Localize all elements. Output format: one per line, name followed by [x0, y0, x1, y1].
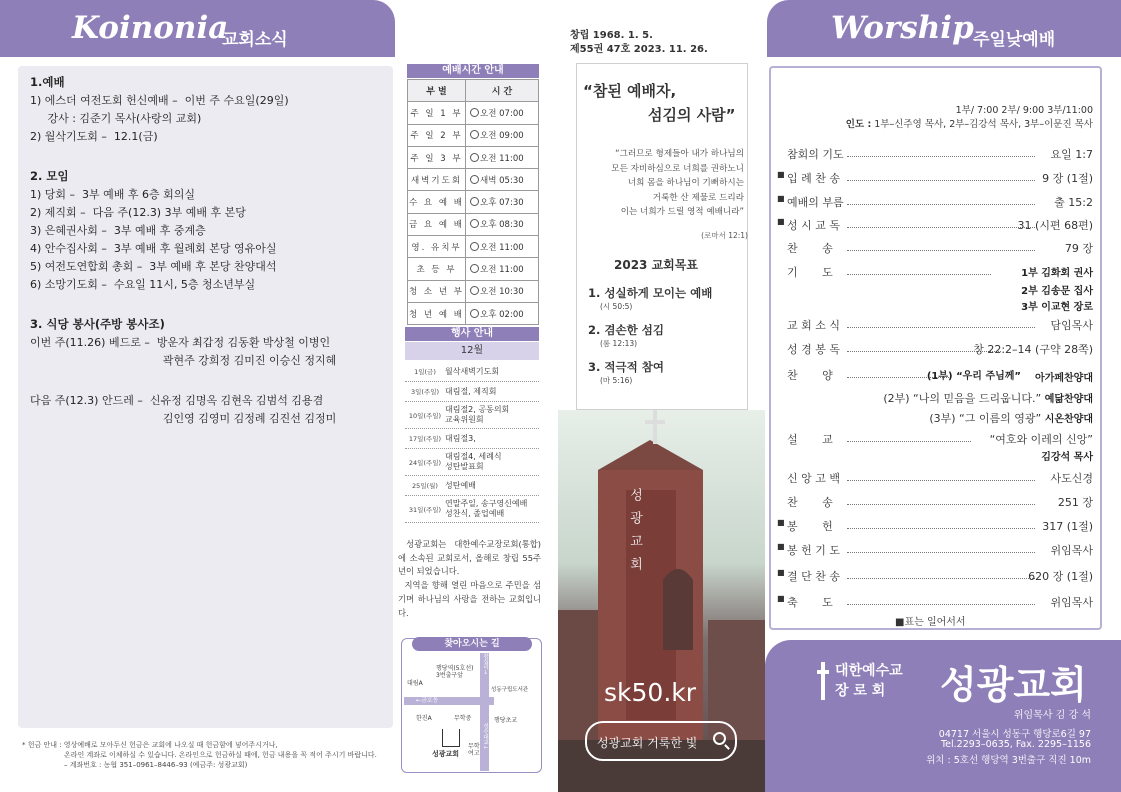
schedule-time — [466, 169, 539, 191]
map-road-label: 왕십리→ — [482, 653, 488, 675]
events-list — [405, 362, 539, 523]
church-about: 성광교회는 대한예수교장로회(통합)에 소속된 교회로서, 올해로 창립 55주년이 되었습니다. 지역을 향해 열린 마음으로 주민을 섬기며 하나님의 사랑을 전하는 교회입니다. — [398, 539, 541, 618]
theme-title: 섬김의 사람” — [648, 106, 736, 124]
choir-2 — [883, 390, 1093, 406]
service-times: 1부/ 7:00 2부/ 9:00 3부/11:00 — [955, 105, 1093, 116]
info-panel — [395, 0, 558, 792]
clock-icon — [470, 242, 479, 251]
map-label: 행당초교 — [494, 717, 518, 724]
schedule-time — [466, 146, 539, 168]
offering-footnote — [22, 740, 392, 770]
news-line: 이번 주(11.26) 베드로 – 방운자 최갑정 김동환 박상철 이병인 — [30, 336, 331, 349]
news-line: 2) 월삭기도회 – 12.1(금) — [30, 130, 158, 143]
event-text: 월삭새벽기도회 — [445, 366, 500, 376]
schedule-col-header: 시 간 — [466, 80, 539, 102]
leader-dots — [847, 504, 1035, 505]
leader-dots — [847, 604, 1035, 605]
schedule-hour: 11:00 — [496, 242, 524, 253]
search-icon-handle — [724, 744, 730, 750]
map-road-label: 성수대교↓ — [482, 723, 488, 750]
stand-marker: ■ — [777, 568, 785, 577]
order-label: 신 앙 고 백 — [787, 472, 840, 485]
event-text: 대림절3, — [445, 433, 476, 443]
schedule-ampm: 오전 — [480, 108, 497, 119]
goal-ref: (시 50:5) — [600, 302, 633, 311]
schedule-hour: 11:00 — [496, 153, 524, 164]
footnote-line: 온라인 계좌로 이체하실 수 있습니다. 온라인으로 헌금하실 때에, 헌금 내용을 꼭 적어 주시기 바랍니다. — [64, 751, 377, 759]
order-value: 창 22:2–14 (구약 28쪽) — [973, 343, 1093, 356]
order-label: 예배의 부름 — [787, 196, 844, 209]
phone-fax: Tel.2293–0635, Fax. 2295–1156 — [940, 739, 1091, 750]
order-value: 251 장 — [1057, 496, 1093, 509]
leader-dots — [847, 327, 1035, 328]
footnote-line: * 헌금 안내 : 영상예배로 모아두신 헌금은 교회에 나오실 때 헌금함에 넣어주시거나, — [22, 741, 278, 749]
order-value: 317 (1절) — [1042, 520, 1093, 533]
news-line: 5) 여전도연합회 총회 – 3부 예배 후 본당 찬양대석 — [30, 260, 277, 273]
schedule-ampm: 오전 — [480, 242, 497, 253]
choir-3-song: (3부) “그 이름의 영광” — [929, 412, 1042, 425]
event-date: 10일(주일) — [408, 411, 442, 420]
order-value: 담임목사 — [1050, 319, 1093, 332]
order-value: 31 (시편 68편) — [1017, 219, 1093, 232]
schedule-row — [408, 302, 539, 324]
choir-2-song: (2부) “나의 믿음을 드리웁니다.” — [883, 392, 1042, 405]
building-sign: 성광교회 — [627, 488, 642, 580]
koinonia-header — [0, 0, 395, 57]
choir-1-name: 아가페찬양대 — [1035, 373, 1093, 384]
order-label: 성 경 봉 독 — [787, 343, 840, 356]
event-row — [405, 429, 539, 449]
news-panel — [0, 0, 395, 792]
clock-icon — [470, 130, 479, 139]
news-line: 강사 : 김준기 목사(사랑의 교회) — [30, 112, 202, 125]
search-icon[interactable] — [713, 732, 726, 745]
news-line: 2) 제직회 – 다음 주(12.3) 3부 예배 후 본당 — [30, 206, 246, 219]
event-text: 대림절, 제직회 — [445, 386, 497, 396]
church-logo-icon — [817, 662, 829, 700]
schedule-ampm: 새벽 — [480, 175, 497, 186]
order-value: (1부) “우리 주님께” — [926, 371, 1021, 382]
order-value: 요일 1:7 — [1050, 148, 1093, 161]
news-line: 1) 당회 – 3부 예배 후 6층 회의실 — [30, 188, 196, 201]
schedule-time — [466, 280, 539, 302]
event-row — [405, 382, 539, 402]
schedule-hour: 07:00 — [496, 108, 524, 119]
stand-marker: ■ — [777, 594, 785, 603]
schedule-row — [408, 213, 539, 235]
site-url[interactable]: sk50.kr — [604, 678, 697, 707]
news-section-title: 2. 모임 — [30, 169, 69, 183]
goal-item — [588, 322, 748, 349]
schedule-name: 청 소 년 부 — [408, 280, 466, 302]
schedule-hour: 09:00 — [496, 131, 524, 142]
senior-pastor: 위임목사 김 강 석 — [1013, 710, 1091, 721]
stand-marker: ■ — [777, 518, 785, 527]
leaders-text: 1부–신주영 목사, 2부–김강석 목사, 3부–이문진 목사 — [874, 119, 1093, 130]
founded: 창립 1968. 1. 5. — [570, 30, 653, 41]
schedule-row — [408, 102, 539, 124]
order-label: 설 교 — [787, 433, 833, 446]
goals-list — [588, 285, 748, 396]
map-label: 한진A — [416, 715, 432, 722]
schedule-ampm: 오전 — [480, 287, 497, 298]
event-row — [405, 362, 539, 382]
event-text: 성탄예배 — [445, 480, 476, 490]
denomination-1: 대한예수교 — [835, 663, 903, 679]
prayer-2: 2부 김송문 집사 — [1021, 286, 1093, 297]
search-box[interactable] — [585, 721, 737, 761]
news-line: 3) 은혜권사회 – 3부 예배 후 중계층 — [30, 224, 206, 237]
news-line: 6) 소망기도회 – 수요일 11시, 5층 청소년부실 — [30, 278, 256, 291]
leader-dots — [847, 204, 1035, 205]
map-label: 무학중 — [454, 715, 472, 722]
order-label: 성 시 교 독 — [787, 219, 840, 232]
verse-reference: (로마서 12:1) — [701, 231, 748, 240]
map-label: 대림A — [407, 680, 423, 687]
schedule-name: 초 등 부 — [408, 258, 466, 280]
map-title: 찾아오시는 길 — [412, 637, 532, 651]
worship-title: Worship — [831, 10, 974, 46]
order-value: 사도신경 — [1050, 472, 1093, 485]
events-month: 12월 — [405, 342, 539, 360]
schedule-time — [466, 191, 539, 213]
news-section-title: 1.예배 — [30, 75, 65, 89]
event-text: 연말주일, 송구영신예배 성찬식, 졸업예배 — [445, 499, 528, 518]
clock-icon — [470, 264, 479, 273]
standing-note: ■표는 일어서서 — [895, 617, 966, 628]
schedule-row — [408, 280, 539, 302]
address: 04717 서울시 성동구 행당로6길 97 — [938, 729, 1091, 740]
stand-marker: ■ — [777, 542, 785, 551]
schedule-ampm: 오전 — [480, 153, 497, 164]
schedule-table — [407, 79, 539, 325]
goal-item — [588, 359, 748, 386]
event-date: 17일(주일) — [408, 435, 442, 443]
choir-2-name: 예닮찬양대 — [1044, 394, 1093, 405]
stand-marker: ■ — [777, 194, 785, 203]
leader-dots — [847, 274, 991, 275]
stand-marker: ■ — [777, 217, 785, 226]
clock-icon — [470, 286, 479, 295]
schedule-row — [408, 258, 539, 280]
goals-title: 2023 교회목표 — [614, 258, 698, 272]
cover-panel — [558, 0, 765, 792]
clock-icon — [470, 309, 479, 318]
church-name: 성광교회 — [940, 663, 1087, 707]
footnote-line: – 계좌번호 : 농협 351–0961–8446–93 (예금주: 성광교회) — [64, 761, 248, 769]
news-line: 다음 주(12.3) 안드레 – 신유정 김명옥 김현옥 김범석 김용겸 — [30, 394, 324, 407]
schedule-name: 수 요 예 배 — [408, 191, 466, 213]
order-label: 입 례 찬 송 — [787, 172, 840, 185]
schedule-time — [466, 236, 539, 258]
goal-item — [588, 285, 748, 312]
schedule-time — [466, 102, 539, 124]
schedule-col-header: 부 별 — [408, 80, 466, 102]
issue-volume: 제55권 47호 2023. 11. 26. — [570, 44, 708, 55]
leader-dots — [847, 441, 971, 442]
denomination-2: 장 로 회 — [835, 683, 886, 699]
clock-icon — [470, 219, 479, 228]
leader-dots — [847, 528, 1035, 529]
order-label: 교 회 소 식 — [787, 319, 840, 332]
order-label: 결 단 찬 송 — [787, 570, 840, 583]
search-text: 성광교회 거룩한 빛 — [597, 736, 698, 750]
koinonia-title: Koinonia — [72, 10, 229, 46]
schedule-ampm: 오후 — [480, 198, 497, 209]
event-row — [405, 402, 539, 429]
schedule-hour: 10:30 — [496, 287, 524, 298]
leader-dots — [847, 578, 1035, 579]
goal-text: 3. 적극적 참여 — [588, 360, 664, 374]
goal-text: 2. 겸손한 섬김 — [588, 323, 664, 337]
map-label: 성광교회 — [432, 750, 460, 758]
schedule-row — [408, 124, 539, 146]
order-label: 찬 송 — [787, 242, 833, 255]
event-text: 대림절2, 공동의회 교육위원회 — [445, 405, 510, 424]
event-date: 31일(주일) — [408, 505, 442, 514]
worship-subtitle: 주일낮예배 — [973, 30, 1056, 50]
location: 위치 : 5호선 행당역 3번출구 직진 10m — [926, 755, 1091, 766]
schedule-hour: 07:30 — [496, 198, 524, 209]
map-box — [401, 638, 542, 773]
event-date: 1일(금) — [414, 368, 436, 376]
map-label: 무학 여고 — [468, 743, 480, 757]
order-label: 찬 송 — [787, 496, 833, 509]
event-date: 25일(월) — [412, 482, 438, 490]
schedule-row — [408, 146, 539, 168]
goal-ref: (롬 12:13) — [600, 339, 638, 348]
order-value: “여호와 이레의 신앙” — [989, 433, 1093, 446]
event-date: 3일(주일) — [410, 388, 440, 396]
clock-icon — [470, 108, 479, 117]
map-label: 성동구립도서관 — [491, 687, 529, 693]
order-value: 620 장 (1절) — [1028, 570, 1093, 583]
theme-verse: “그러므로 형제들아 내가 하나님의 모든 자비하심으로 너희를 권하노니 너희 몸을 하나님이 기뻐하시는 거룩한 산 제물로 드리라 이는 너희가 드릴 영적 예배니라” — [611, 149, 744, 217]
order-label: 봉 헌 기 도 — [787, 544, 840, 557]
leaders-label: 인도 : — [845, 119, 872, 130]
schedule-ampm: 오후 — [480, 309, 497, 320]
schedule-hour: 02:00 — [496, 309, 524, 320]
schedule-row — [408, 191, 539, 213]
schedule-hour: 05:30 — [496, 175, 524, 186]
clock-icon — [470, 153, 479, 162]
clock-icon — [470, 175, 479, 184]
church-icon — [442, 729, 460, 747]
schedule-hour: 08:30 — [496, 220, 524, 231]
order-label: 축 도 — [787, 596, 833, 609]
schedule-name: 주 일 1 부 — [408, 102, 466, 124]
news-line: 1) 에스더 여전도회 헌신예배 – 이번 주 수요일(29일) — [30, 94, 289, 107]
worship-panel — [765, 0, 1121, 792]
clock-icon — [470, 197, 479, 206]
schedule-hour: 11:00 — [496, 265, 524, 276]
order-value: 위임목사 — [1050, 544, 1093, 557]
order-label: 찬 양 — [787, 369, 833, 382]
koinonia-subtitle: 교회소식 — [222, 30, 288, 50]
event-row — [405, 449, 539, 476]
order-value: 9 장 (1절) — [1042, 172, 1093, 185]
order-label: 봉 헌 — [787, 520, 833, 533]
schedule-time — [466, 124, 539, 146]
event-text: 대림절4, 세례식 성탄발표회 — [445, 452, 502, 471]
leader-dots — [847, 180, 1035, 181]
order-label: 기 도 — [787, 266, 833, 279]
news-section-title: 3. 식당 봉사(주방 봉사조) — [30, 317, 165, 331]
events-title: 행사 안내 — [405, 327, 539, 341]
leader-dots — [847, 250, 1035, 251]
schedule-ampm: 오후 — [480, 220, 497, 231]
news-line: 곽현주 강희정 김미진 이승신 정지혜 — [30, 354, 337, 367]
event-date: 24일(주일) — [408, 458, 442, 467]
leader-dots — [847, 552, 1035, 553]
order-value: 1부 김화회 권사 — [1021, 268, 1093, 279]
map-label: 행당역(5호선) 3번출구앞 — [436, 665, 474, 679]
order-list — [765, 0, 1121, 630]
schedule-ampm: 오전 — [480, 131, 497, 142]
schedule-row — [408, 236, 539, 258]
choir-3-name: 시온찬양대 — [1044, 414, 1093, 425]
event-row — [405, 496, 539, 523]
goal-text: 1. 성실하게 모이는 예배 — [588, 286, 713, 300]
goal-ref: (마 5:16) — [600, 376, 633, 385]
schedule-name: 주 일 2 부 — [408, 124, 466, 146]
schedule-name: 영. 유치부 — [408, 236, 466, 258]
prayer-3: 3부 이교현 장로 — [1021, 302, 1093, 313]
news-line: 김인영 김영미 김정례 김진선 김정미 — [30, 412, 337, 425]
church-footer — [765, 640, 1121, 792]
news-line: 4) 안수집사회 – 3부 예배 후 월례회 본당 영유아실 — [30, 242, 277, 255]
schedule-title: 예배시간 안내 — [407, 64, 539, 78]
preacher: 김강석 목사 — [1041, 452, 1093, 463]
schedule-name: 청 년 예 배 — [408, 302, 466, 324]
schedule-name: 금 요 예 배 — [408, 213, 466, 235]
leader-dots — [847, 156, 1035, 157]
schedule-time — [466, 258, 539, 280]
order-value: 79 장 — [1064, 242, 1093, 255]
theme-title: “참된 예배자, — [583, 82, 677, 100]
schedule-row — [408, 169, 539, 191]
schedule-time — [466, 213, 539, 235]
leader-dots — [847, 227, 1035, 228]
stand-marker: ■ — [777, 170, 785, 179]
map-label: ←금호동 — [416, 697, 439, 704]
schedule-name: 주 일 3 부 — [408, 146, 466, 168]
schedule-name: 새벽기도회 — [408, 169, 466, 191]
choir-3 — [929, 410, 1093, 426]
schedule-ampm: 오전 — [480, 265, 497, 276]
order-label: 참회의 기도 — [787, 148, 844, 161]
schedule-time — [466, 302, 539, 324]
order-value: 위임목사 — [1050, 596, 1093, 609]
event-row — [405, 476, 539, 496]
leader-dots — [847, 480, 1035, 481]
order-value: 출 15:2 — [1054, 196, 1093, 209]
